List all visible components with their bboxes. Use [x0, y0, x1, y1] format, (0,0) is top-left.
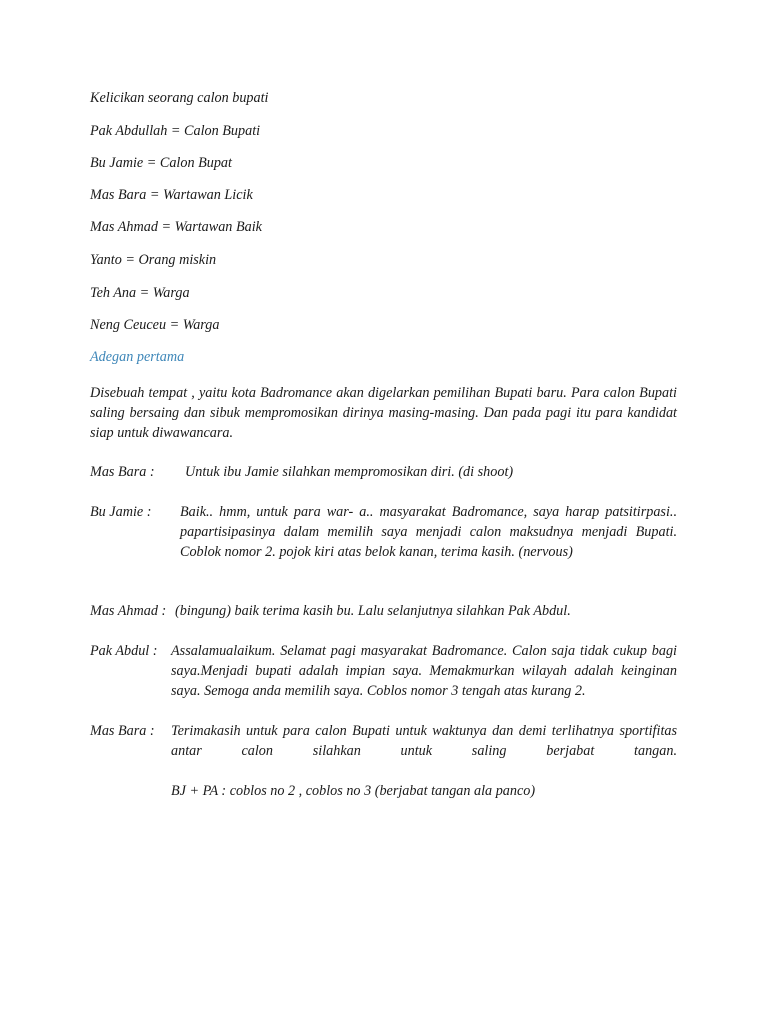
speaker-label: Mas Bara :	[90, 723, 155, 739]
stage-direction: BJ + PA : coblos no 2 , coblos no 3 (berjabat tangan ala panco)	[171, 783, 536, 799]
speech-text: Terimakasih untuk para calon Bupati untuk waktunya dan demi terlihatnya sportifitas antar calon silahkan untuk saling berjabat tangan.	[171, 723, 677, 759]
speaker-label: Bu Jamie :	[90, 504, 152, 520]
dialogue-mas-bara-2	[90, 721, 677, 761]
cast-item-neng-ceuceu: Neng Ceuceu = Warga	[90, 317, 220, 333]
speaker-label: Mas Ahmad :	[90, 603, 167, 619]
speech-text: Baik.. hmm, untuk para war- a.. masyarakat Badromance, saya harap patsitirpasi.. papartisipasinya dalam memilih saya menjadi calon maksudnya menjadi Bupati. Coblok nomor 2. pojok kiri atas belok kanan, terima kasih. (nervous)	[180, 504, 677, 560]
speech-text: Untuk ibu Jamie silahkan mempromosikan diri. (di shoot)	[185, 464, 514, 480]
scene-heading: Adegan pertama	[90, 349, 185, 365]
speaker-label: Pak Abdul :	[90, 643, 158, 659]
cast-item-yanto: Yanto = Orang miskin	[90, 252, 217, 268]
cast-item-mas-bara: Mas Bara = Wartawan Licik	[90, 187, 253, 203]
cast-item-pak-abdullah: Pak Abdullah = Calon Bupati	[90, 123, 261, 139]
document-title: Kelicikan seorang calon bupati	[90, 90, 269, 106]
speech-text: Assalamualaikum. Selamat pagi masyarakat Badromance. Calon saja tidak cukup bagi saya.Menjadi bupati adalah impian saya. Memakmurkan wilayah adalah keinginan saya. Semoga anda memilih saya. Coblos nomor 3 tengah atas kurang 2.	[171, 643, 677, 699]
speech-text: (bingung) baik terima kasih bu. Lalu selanjutnya silahkan Pak Abdul.	[175, 603, 571, 619]
cast-item-teh-ana: Teh Ana = Warga	[90, 285, 190, 301]
intro-paragraph: Disebuah tempat , yaitu kota Badromance akan digelarkan pemilihan Bupati baru. Para calon Bupati saling bersaing dan sibuk mempromosikan dirinya masing-masing. Dan pada pagi itu para kandidat siap untuk diwawancara.	[90, 385, 677, 441]
speaker-label: Mas Bara :	[90, 464, 155, 480]
dialogue-mas-bara-1	[90, 462, 677, 482]
cast-item-bu-jamie: Bu Jamie = Calon Bupat	[90, 155, 232, 171]
dialogue-mas-ahmad	[90, 601, 677, 621]
dialogue-bu-jamie	[90, 502, 677, 562]
cast-item-mas-ahmad: Mas Ahmad = Wartawan Baik	[90, 219, 262, 235]
dialogue-pak-abdul	[90, 641, 677, 701]
